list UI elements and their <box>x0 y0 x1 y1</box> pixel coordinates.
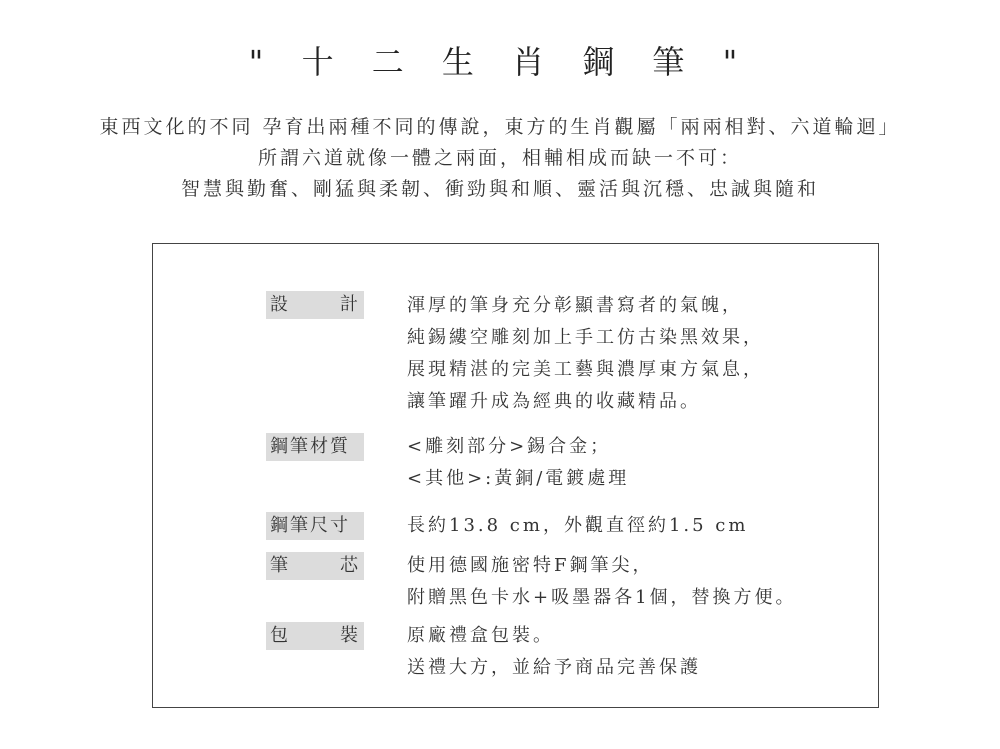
spec-label-char: 設 <box>270 294 290 315</box>
intro-paragraph <box>0 112 1000 205</box>
spec-value-packaging <box>407 620 701 684</box>
spec-label-design <box>266 291 364 319</box>
spec-value-line: 展現精湛的完美工藝與濃厚東方氣息， <box>407 359 764 380</box>
spec-label-size <box>266 512 364 540</box>
spec-label-refill <box>266 552 364 580</box>
spec-value-design <box>407 290 764 418</box>
spec-value-line: <其他>:黃銅/電鍍處理 <box>407 468 630 489</box>
spec-label-material <box>266 433 364 461</box>
spec-value-size <box>407 510 748 542</box>
spec-value-line: 送禮大方，並給予商品完善保護 <box>407 657 701 678</box>
spec-value-line: 使用德國施密特F鋼筆尖， <box>407 555 654 576</box>
page-title: " 十 二 生 肖 鋼 筆 " <box>248 43 752 81</box>
intro-line: 所謂六道就像一體之兩面，相輔相成而缺一不可： <box>257 147 742 169</box>
intro-line: 東西文化的不同 孕育出兩種不同的傳說，東方的生肖觀屬「兩兩相對、六道輪迴」 <box>99 116 901 138</box>
spec-value-line: 純錫縷空雕刻加上手工仿古染黑效果， <box>407 327 764 348</box>
spec-label-char: 裝 <box>340 625 360 646</box>
spec-label-text: 鋼筆尺寸 <box>270 515 350 536</box>
spec-label-text: 鋼筆材質 <box>270 436 350 457</box>
spec-value-line: 原廠禮盒包裝。 <box>407 625 554 646</box>
spec-label-char: 包 <box>270 625 290 646</box>
spec-label-char: 計 <box>340 294 360 315</box>
spec-value-line: 附贈黑色卡水+吸墨器各1個，替換方便。 <box>407 587 797 608</box>
spec-value-refill <box>407 550 797 614</box>
intro-line: 智慧與勤奮、剛猛與柔韌、衝勁與和順、靈活與沉穩、忠誠與隨和 <box>180 178 819 200</box>
spec-value-line: 渾厚的筆身充分彰顯書寫者的氣魄， <box>407 295 743 316</box>
spec-value-line: 讓筆躍升成為經典的收藏精品。 <box>407 391 701 412</box>
spec-label-char: 筆 <box>270 555 290 576</box>
spec-table <box>152 243 879 708</box>
spec-value-line: <雕刻部分>錫合金； <box>407 436 612 457</box>
spec-label-char: 芯 <box>340 555 360 576</box>
spec-label-packaging <box>266 622 364 650</box>
spec-value-material <box>407 431 629 495</box>
spec-value-line: 長約13.8 cm，外觀直徑約1.5 cm <box>407 515 749 536</box>
